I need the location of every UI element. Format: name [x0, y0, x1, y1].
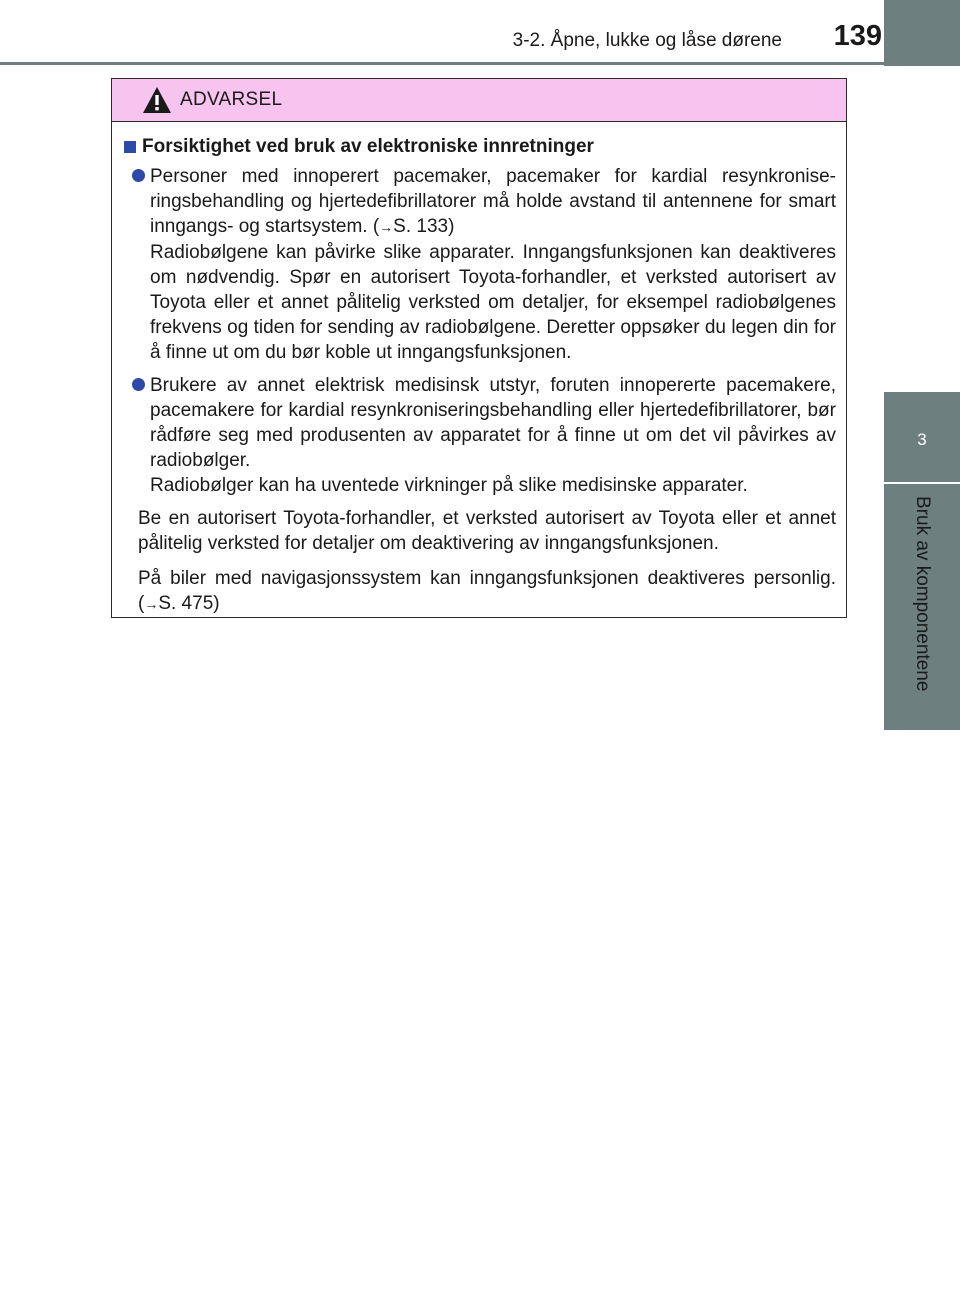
page-number: 139: [833, 20, 882, 52]
body-paragraph: Be en autorisert Toyota-forhandler, et verksted autorisert av Toyota eller et annet pålitelig verksted for detaljer om deaktivering av inngangsfunksjonen.: [138, 508, 836, 554]
warning-label: ADVARSEL: [180, 89, 283, 110]
arrow-icon: →: [379, 219, 394, 235]
chapter-number: 3: [917, 430, 927, 449]
warning-triangle-icon: [142, 86, 172, 114]
arrow-icon: →: [144, 596, 159, 612]
page-header: [0, 0, 960, 66]
page-reference: S. 475): [158, 593, 220, 614]
warning-section-heading: [124, 136, 836, 158]
list-item: [124, 164, 836, 365]
circle-bullet-icon: [132, 378, 145, 391]
section-title: 3-2. Åpne, lukke og låse dørene: [512, 30, 782, 51]
chapter-title-tab[interactable]: [884, 484, 960, 730]
square-bullet-icon: [124, 141, 136, 153]
bullet-paragraph: Brukere av annet elektrisk medisinsk utstyr, foruten innopererte pacemakere, pacemakere for kardial resynkroniseringsbehandling eller hjertedefibrillatorer, bør rådføre seg med produsenten av apparatet for å finne ut om det vil påvirkes av radiobølger.: [150, 375, 836, 471]
warning-header: [112, 79, 846, 122]
text-segment: Personer med innoperert pacemaker, pacemaker for kardial resynkroniseringsbehandling og hjertedefibrillatorer må holde avstand til antennene for smart inngangs- og startsystem. (: [150, 166, 836, 237]
bullet-paragraph: Radiobølgene kan påvirke slike apparater. Inngangsfunksjonen kan deaktiveres om nødvendig. Spør en autorisert Toyota-forhandler, et verksted autorisert av Toyota eller et annet pålitelig verksted om detaljer, for eksempel radiobølgenes frekvens og tiden for sending av radiobølgene. Deretter oppsøker du legen din for å finne ut om du bør koble ut inngangsfunksjonen.: [150, 242, 836, 363]
warning-body: [112, 122, 846, 617]
text-segment: På biler med navigasjonssystem kan inngangsfunksjonen deaktiveres personlig. (: [138, 568, 836, 614]
circle-bullet-icon: [132, 169, 145, 182]
page-reference: S. 133): [393, 216, 455, 237]
chapter-tab[interactable]: [884, 392, 960, 482]
bullet-paragraph: [150, 164, 836, 240]
header-tab-block: [884, 0, 960, 66]
bullet-paragraph: Radiobølger kan ha uventede virkninger på slike medisinske apparater.: [150, 475, 748, 496]
body-paragraph: [124, 566, 836, 617]
warning-box: [111, 78, 847, 618]
chapter-title: Bruk av komponentene: [912, 496, 933, 692]
header-rule: [0, 62, 960, 65]
list-item: [124, 373, 836, 498]
warning-title: Forsiktighet ved bruk av elektroniske innretninger: [142, 136, 594, 157]
